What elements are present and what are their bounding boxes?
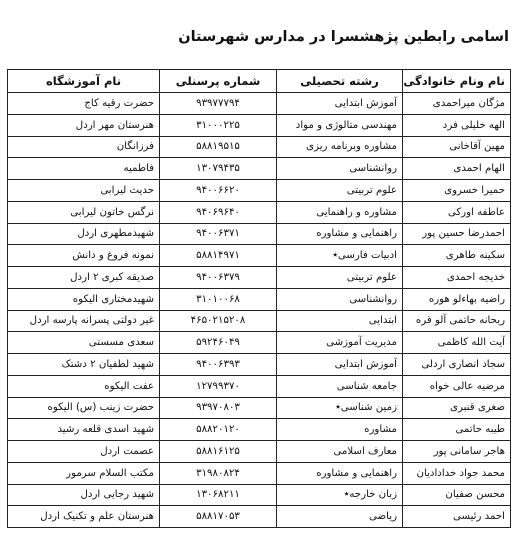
table-row: [8, 93, 511, 115]
cell-name: طیبه حاتمی: [403, 419, 511, 441]
cell-name: محمد جواد خداداديان: [403, 462, 511, 484]
table-container: [8, 69, 511, 528]
table-row: [8, 136, 511, 158]
cell-name: خدیجه احمدی: [403, 267, 511, 289]
header-field: رشته تحصیلی: [277, 70, 403, 93]
cell-name: محسن صفیان: [403, 484, 511, 506]
cell-name: مرضیه عالی خواه: [403, 375, 511, 397]
cell-name: احمد رئیسی: [403, 506, 511, 528]
cell-name: هاجر سامانی پور: [403, 441, 511, 463]
cell-personnel-number: ۵۸۸۲۰۱۲۰: [160, 419, 277, 441]
cell-field: راهنمایی و مشاوره: [277, 462, 403, 484]
cell-school: غیر دولتی پسرانه پارسه اردل: [8, 310, 160, 332]
table-row: [8, 375, 511, 397]
cell-school: مکتب السلام سرمور: [8, 462, 160, 484]
cell-field: مشاوره وبرنامه ریزی: [277, 136, 403, 158]
cell-personnel-number: ۱۲۷۹۹۳۷۰: [160, 375, 277, 397]
cell-personnel-number: ۹۴۰۶۹۶۴۰: [160, 201, 277, 223]
cell-personnel-number: ۱۳۰۷۹۴۳۵: [160, 158, 277, 180]
cell-field: مدیریت آموزشی: [277, 332, 403, 354]
cell-personnel-number: ۹۴۰۰۶۳۷۱: [160, 223, 277, 245]
cell-name: مهین آقاخانی: [403, 136, 511, 158]
cell-field: معارف اسلامی: [277, 441, 403, 463]
table-row: [8, 158, 511, 180]
cell-personnel-number: ۹۳۹۷۷۷۹۴: [160, 93, 277, 115]
cell-name: راضیه بهاءلو هوره: [403, 288, 511, 310]
cell-school: صدیقه کبری ۲ اردل: [8, 267, 160, 289]
cell-field: علوم تربیتی: [277, 180, 403, 202]
cell-school: شهید رجایی اردل: [8, 484, 160, 506]
cell-name: آیت الله کاظمی: [403, 332, 511, 354]
cell-personnel-number: ۳۱۹۸۰۸۲۴: [160, 462, 277, 484]
cell-name: الهه خلیلی فرد: [403, 114, 511, 136]
cell-personnel-number: ۹۴۰۰۶۳۹۳: [160, 354, 277, 376]
cell-school: نرگس خاتون لیرابی: [8, 201, 160, 223]
cell-name: حمیرا خسروی: [403, 180, 511, 202]
header-personnel-number: شماره پرسنلی: [160, 70, 277, 93]
cell-field: علوم تربیتی: [277, 267, 403, 289]
cell-name: مژگان میراحمدی: [403, 93, 511, 115]
table-row: [8, 288, 511, 310]
cell-school: سعدی مسستی: [8, 332, 160, 354]
cell-name: الهام احمدی: [403, 158, 511, 180]
header-school: نام آموزشگاه: [8, 70, 160, 93]
cell-school: شهید لطفیان ۲ دشتک: [8, 354, 160, 376]
table-body: [8, 93, 511, 528]
cell-field: زبان خارجه٭: [277, 484, 403, 506]
cell-school: فرزانگان: [8, 136, 160, 158]
cell-name: سجاد انصاری اردلی: [403, 354, 511, 376]
cell-field: جامعه شناسی: [277, 375, 403, 397]
cell-school: شهیدمطهری اردل: [8, 223, 160, 245]
cell-personnel-number: ۳۱۰۱۰۰۶۸: [160, 288, 277, 310]
table-row: [8, 310, 511, 332]
cell-name: عاطفه اورکی: [403, 201, 511, 223]
cell-personnel-number: ۱۳۰۶۸۲۱۱: [160, 484, 277, 506]
cell-field: مشاوره و راهنمایی: [277, 201, 403, 223]
cell-school: حضرت زینب (س) الیکوه: [8, 397, 160, 419]
table-row: [8, 201, 511, 223]
cell-name: صغری قنبری: [403, 397, 511, 419]
cell-school: عفت الیکوه: [8, 375, 160, 397]
cell-personnel-number: ۹۳۹۷۰۸۰۳: [160, 397, 277, 419]
table-row: [8, 441, 511, 463]
cell-field: آموزش ابتدایی: [277, 354, 403, 376]
cell-personnel-number: ۵۸۸۱۹۵۱۵: [160, 136, 277, 158]
cell-field: راهنمایی و مشاوره: [277, 223, 403, 245]
liaison-table: [7, 69, 511, 528]
cell-school: عصمت اردل: [8, 441, 160, 463]
header-row: [8, 70, 511, 93]
cell-personnel-number: ۵۹۲۴۶۰۴۹: [160, 332, 277, 354]
table-row: [8, 397, 511, 419]
cell-school: حضرت رقیه کاج: [8, 93, 160, 115]
table-row: [8, 223, 511, 245]
cell-field: ابتدایی: [277, 310, 403, 332]
cell-name: ریحانه حاتمی آلو قره: [403, 310, 511, 332]
cell-school: شهید اسدی قلعه رشید: [8, 419, 160, 441]
cell-field: روانشناسی: [277, 158, 403, 180]
cell-personnel-number: ۹۴۰۰۶۳۷۹: [160, 267, 277, 289]
table-row: [8, 114, 511, 136]
table-row: [8, 462, 511, 484]
cell-school: حدیث لیرابی: [8, 180, 160, 202]
cell-name: سکینه طاهری: [403, 245, 511, 267]
cell-school: شهیدمختاری الیکوه: [8, 288, 160, 310]
table-row: [8, 506, 511, 528]
cell-school: نمونه فروغ و دانش: [8, 245, 160, 267]
cell-personnel-number: ۳۱۰۰۰۲۲۵: [160, 114, 277, 136]
document-title: اسامی رابطین پژهشسرا در مدارس شهرستان: [178, 29, 509, 45]
cell-field: ادبیات فارسی٭: [277, 245, 403, 267]
table-row: [8, 419, 511, 441]
cell-school: هنرستان علم و تکنیک اردل: [8, 506, 160, 528]
cell-personnel-number: ۵۸۸۱۴۹۷۱: [160, 245, 277, 267]
table-row: [8, 332, 511, 354]
header-name: نام ونام خانوادگی: [403, 70, 511, 93]
cell-field: روانشناسی: [277, 288, 403, 310]
table-row: [8, 484, 511, 506]
table-head: [8, 70, 511, 93]
cell-personnel-number: ۹۴۰۰۶۶۲۰: [160, 180, 277, 202]
cell-personnel-number: ۴۶۵۰۲۱۵۲۰۸: [160, 310, 277, 332]
cell-field: زمین شناسی٭: [277, 397, 403, 419]
table-row: [8, 180, 511, 202]
cell-name: احمدرضا حسین پور: [403, 223, 511, 245]
cell-field: مشاوره: [277, 419, 403, 441]
table-row: [8, 354, 511, 376]
table-row: [8, 267, 511, 289]
table-row: [8, 245, 511, 267]
cell-field: ریاضی: [277, 506, 403, 528]
cell-school: هنرستان مهر اردل: [8, 114, 160, 136]
cell-personnel-number: ۵۸۸۱۶۱۲۵: [160, 441, 277, 463]
cell-school: فاطمیه: [8, 158, 160, 180]
cell-personnel-number: ۵۸۸۱۷۰۵۳: [160, 506, 277, 528]
cell-field: مهندسی متالوژی و مواد: [277, 114, 403, 136]
cell-field: آموزش ابتدایی: [277, 93, 403, 115]
